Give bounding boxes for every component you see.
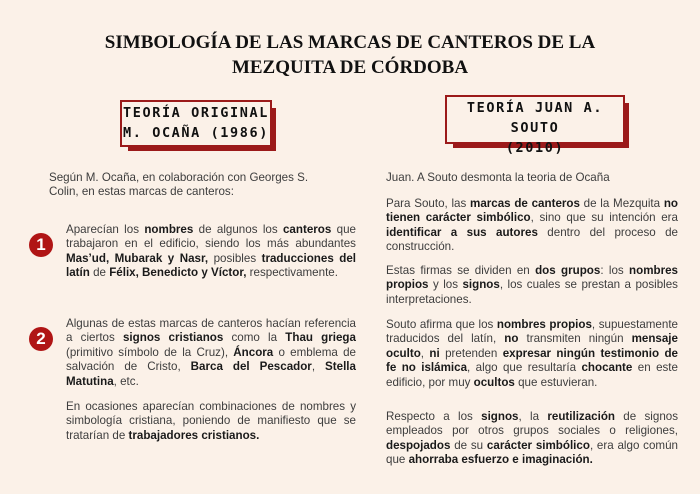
bold-text: expresar ningún testimonio de fe no islámica (386, 346, 678, 375)
text: de signos (615, 410, 679, 423)
text: dentro (537, 225, 581, 239)
text: pretenden (439, 346, 498, 360)
bold-text: canteros (282, 223, 332, 236)
text: manifiesto que se tratarían de (66, 414, 356, 442)
bold-text: no tienen carácter simbólico (386, 197, 678, 225)
bold-text: dos grupos (535, 264, 601, 277)
point-2-number: 2 (29, 327, 53, 351)
text: del proceso de construcción. (386, 225, 678, 254)
text: transmiten ningún (526, 332, 632, 346)
box-right-line-1: TEORÍA JUAN A. SOUTO (466, 100, 604, 136)
text: posibles (208, 251, 257, 265)
bold-text: signos (481, 410, 519, 423)
bold-text: del Pescador (232, 360, 312, 374)
bold-text: mensaje oculto (386, 332, 678, 360)
text: en este edificio, por (386, 361, 678, 389)
left-point-2 (66, 317, 356, 389)
box-left-line-1: TEORÍA ORIGINAL (123, 105, 269, 121)
text: empleados por otros grupos sociales o religiones, (386, 424, 678, 438)
paragraph-line (386, 424, 678, 437)
left-intro (49, 171, 349, 200)
bold-text: signos (462, 278, 500, 292)
right-paragraph-1 (386, 197, 678, 255)
text: En ocasiones aparecían combinaciones de (66, 400, 295, 413)
bold-text: Félix, Benedicto y (109, 266, 208, 280)
left-point-1 (66, 223, 356, 281)
paragraph-line (66, 317, 301, 330)
text: , (311, 360, 326, 374)
paragraph-line (386, 197, 609, 210)
bold-text: signos cristianos (122, 331, 224, 345)
paragraph-line (211, 266, 338, 279)
text: : los (600, 264, 624, 277)
paragraph-line (201, 429, 259, 442)
bold-text: nombres propios (386, 264, 679, 292)
text: , era algo (589, 438, 640, 452)
bold-text: Barca (190, 360, 223, 374)
bold-text: ocultos (473, 375, 515, 389)
right-paragraph-4 (386, 410, 678, 468)
title-line-2: MEZQUITA DE CÓRDOBA (231, 57, 469, 78)
text: o emblema de salvación de Cristo, (66, 345, 356, 374)
text: referencia a ciertos (66, 317, 356, 345)
paragraph-line (386, 439, 639, 452)
theory-ocana-box (120, 100, 272, 147)
bold-text: reutilización (547, 410, 616, 423)
paragraph-line (449, 376, 598, 389)
bold-text: chocante (581, 361, 633, 375)
title-line-1: SIMBOLOGÍA DE LAS MARCAS DE CANTEROS DE LA (104, 32, 596, 53)
bold-text: Stella Matutina (66, 360, 356, 388)
paragraph-line (66, 223, 331, 236)
text: de algunos los (193, 223, 283, 236)
bold-text: no (504, 332, 519, 346)
text: , los cuales se (499, 278, 577, 292)
bold-text: marcas de canteros (470, 197, 580, 210)
text: y los (428, 278, 463, 292)
text: Para Souto, las (386, 197, 471, 210)
right-paragraph-2 (386, 264, 678, 307)
text: , sino que (530, 211, 586, 225)
left-intro-line: Según M. Ocaña, en colaboración con Georges S. (49, 171, 309, 184)
bold-text: identificar a sus autores (386, 225, 538, 239)
point-1-number: 1 (29, 233, 53, 257)
text: , etc. (113, 374, 139, 388)
text: (primitivo símbolo de la Cruz), (66, 345, 229, 359)
text: como la (223, 331, 278, 345)
text: , la (518, 410, 548, 423)
text: algo que resultaría (475, 361, 582, 375)
paragraph-line (386, 318, 595, 331)
text: Souto afirma que los (386, 318, 497, 331)
box-right-line-2: (2010) (505, 140, 565, 156)
text: Aparecían los (66, 223, 145, 236)
bold-text: Mas’ud, Mubarak y Nasr, (66, 251, 209, 265)
text: de (89, 266, 110, 280)
bold-text: Víctor, (211, 266, 247, 280)
text: de su (450, 438, 487, 452)
text: de la (579, 197, 610, 210)
bold-text: nombres (144, 223, 194, 236)
text: prestan a posibles interpretaciones. (386, 278, 678, 306)
text: que estuvieran. (514, 375, 598, 389)
paragraph-line (386, 410, 678, 423)
right-paragraph-3 (386, 318, 678, 390)
bold-text: Áncora (233, 345, 274, 359)
text: Respecto a los (386, 410, 482, 423)
text: respectivamente. (246, 266, 338, 280)
text: Mezquita (613, 197, 664, 210)
page-title (0, 30, 700, 80)
text: , (467, 361, 471, 375)
paragraph-line (66, 400, 295, 413)
text: Estas firmas se dividen en (386, 264, 536, 277)
bold-text: despojados (386, 438, 451, 452)
left-intro-line: Colin, en estas marcas de canteros: (49, 185, 234, 199)
right-intro: Juan. A Souto desmonta la teoria de Ocaña (386, 171, 610, 184)
bold-text: traducciones del latín (66, 251, 357, 280)
theory-souto-box (445, 95, 625, 156)
text: , (420, 346, 430, 360)
text: nombres y simbología cristiana, poniendo de (66, 400, 356, 428)
bold-text: carácter simbólico (486, 438, 590, 452)
bold-text: Thau griega (285, 331, 356, 345)
text: que trabajaron en el edificio, siendo los más (66, 223, 356, 251)
bold-text: trabajadores (128, 428, 199, 442)
text: abundantes (295, 237, 356, 251)
text: Algunas de estas marcas de canteros hacían (66, 317, 301, 330)
bold-text: ni (429, 346, 440, 360)
paragraph-line (386, 264, 624, 277)
text: muy (448, 375, 474, 389)
text: , (591, 318, 596, 331)
text: supuestamente traducidos del latín, (386, 318, 678, 346)
left-point-3 (66, 400, 356, 443)
box-left-line-2: M. OCAÑA (1986) (123, 125, 269, 141)
bold-text: cristianos. (201, 428, 260, 442)
text: su intención era (591, 211, 678, 225)
text: común que (386, 438, 678, 467)
bold-text: nombres propios (496, 318, 592, 331)
bold-text: ahorraba esfuerzo e imaginación. (408, 453, 593, 467)
